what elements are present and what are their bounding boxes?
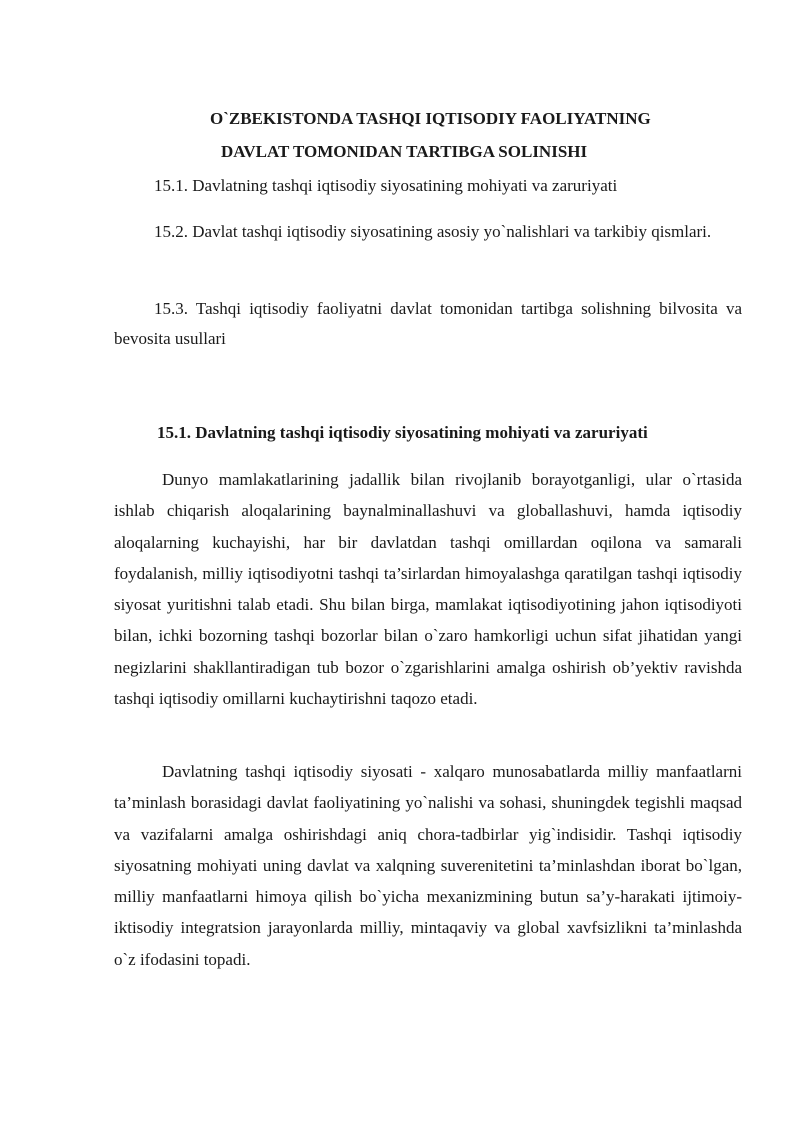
section-heading: 15.1. Davlatning tashqi iqtisodiy siyosatining mohiyati va zaruriyati (157, 423, 648, 442)
body-paragraph-2: Davlatning tashqi iqtisodiy siyosati - xalqaro munosabatlarda milliy manfaatlarni ta’minlash borasidagi davlat faoliyatining yo`nalishi va sohasi, shuningdek tegishli maqsad va vazifalarni amalga oshirishdagi aniq chora-tadbirlar yig`indisidir. Tashqi iqtisodiy siyosatning mohiyati uning davlat va xalqning suverenitetini ta’minlashdan iborat bo`lgan, milliy manfaatlarni himoya qilish bo`yicha mexanizmining butun sa’y-harakati ijtimoiy-iktisodiy integratsion jarayonlarda milliy, mintaqaviy va global xavfsizlikni ta’minlashda o`z ifodasini topadi. (114, 762, 742, 969)
body-paragraph-1: Dunyo mamlakatlarining jadallik bilan rivojlanib borayotganligi, ular o`rtasida ishlab chiqarish aloqalarining baynalminallashuvi va globallashuvi, hamda iqtisodiy aloqalarning kuchayishi, har bir davlatdan tashqi omillardan oqilona va samarali foydalanish, milliy iqtisodiyotni tashqi ta’sirlardan himoyalashga qaratilgan tashqi iqtisodiy siyosat yuritishni talab etadi. Shu bilan birga, mamlakat iqtisodiyotining jahon iqtisodiyoti bilan, ichki bozorning tashqi bozorlar bilan o`zaro hamkorligi uchun sifat jihatidan yangi negizlarini shakllantiradigan tub bozor o`zgarishlarini amalga oshirish ob’yektiv ravishda tashqi iqtisodiy omillarni kuchaytirishni taqozo etadi. (114, 470, 742, 709)
toc-item-15-1: 15.1. Davlatning tashqi iqtisodiy siyosatining mohiyati va zaruriyati (154, 176, 618, 195)
toc-item-15-2: 15.2. Davlat tashqi iqtisodiy siyosatining asosiy yo`nalishlari va tarkibiy qismlari. (154, 222, 712, 241)
document-title-line-1: O`ZBEKISTONDA TASHQI IQTISODIY FAOLIYATNING (210, 109, 651, 128)
document-title-line-2: DAVLAT TOMONIDAN TARTIBGA SOLINISHI (221, 142, 588, 161)
toc-item-15-3: 15.3. Tashqi iqtisodiy faoliyatni davlat tomonidan tartibga solishning bilvosita va bevosita usullari (114, 299, 742, 348)
